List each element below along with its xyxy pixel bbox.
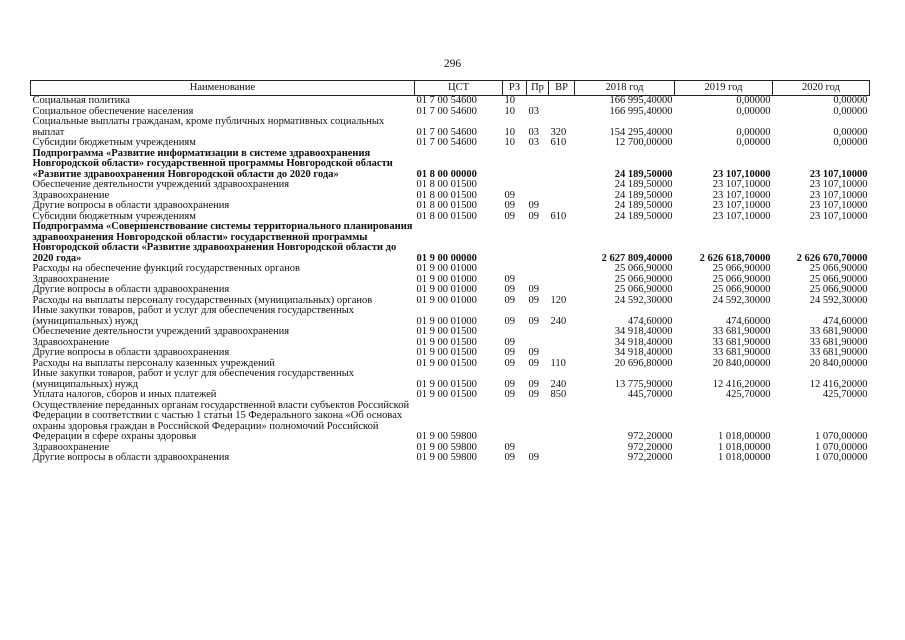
row-2018: 445,70000: [627, 389, 673, 400]
row-rz: 09: [504, 441, 515, 453]
row-vr: [549, 180, 575, 191]
header-2019: 2019 год: [675, 81, 773, 96]
row-2019: 0,00000: [736, 137, 771, 148]
row-cst: 01 9 00 01000: [416, 294, 477, 306]
row-name: Подпрограмма «Развитие информатизации в системе здравоохранения Новгородской области» государственной программы Новгородской области «Развитие здравоохранения Новгородской области до 2020 года»: [32, 147, 393, 180]
row-vr: [549, 348, 575, 359]
row-vr: [549, 107, 575, 118]
row-2020: 1 070,00000: [815, 441, 868, 453]
row-cst: 01 7 00 54600: [416, 105, 477, 117]
row-vr: 110: [550, 357, 566, 369]
row-2018: 166 995,40000: [609, 105, 673, 117]
row-2018: 25 066,90000: [614, 284, 673, 295]
row-2019: 23 107,10000: [712, 210, 771, 222]
row-pr: 03: [528, 126, 539, 138]
table-body: [31, 96, 870, 464]
row-vr: [549, 401, 575, 443]
row-2020: 0,00000: [833, 95, 868, 106]
row-cst: 01 9 00 01000: [416, 263, 477, 274]
row-pr: 09: [528, 200, 539, 211]
row-cst: 01 9 00 00000: [416, 252, 477, 264]
row-2019: 0,00000: [736, 95, 771, 106]
row-cst: 01 9 00 59800: [416, 452, 477, 463]
row-pr: 09: [528, 315, 539, 327]
row-cst: 01 9 00 01500: [416, 357, 477, 369]
row-2019: 2 626 618,70000: [699, 252, 771, 264]
row-name: Расходы на выплаты персоналу казенных учреждений: [32, 357, 275, 369]
row-cst: 01 8 00 01500: [416, 189, 477, 201]
row-2020: 1 070,00000: [815, 431, 868, 442]
row-2020: 12 416,20000: [809, 378, 868, 390]
row-pr: [527, 96, 549, 107]
row-2019: 23 107,10000: [712, 179, 771, 190]
table-row: [31, 180, 870, 191]
row-rz: 10: [504, 105, 515, 117]
row-2020: 425,70000: [822, 389, 868, 400]
row-name: Субсидии бюджетным учреждениям: [32, 210, 196, 222]
row-name: Субсидии бюджетным учреждениям: [32, 137, 196, 148]
row-2019: 33 681,90000: [712, 336, 771, 348]
row-rz: 09: [504, 294, 515, 306]
row-2020: 23 107,10000: [809, 200, 868, 211]
row-2019: 12 416,20000: [712, 378, 771, 390]
row-name: Здравоохранение: [32, 441, 110, 453]
header-pr: Пр: [527, 81, 549, 96]
row-2019: 24 592,30000: [712, 294, 771, 306]
row-name: Здравоохранение: [32, 336, 110, 348]
row-cst: 01 9 00 01000: [416, 315, 477, 327]
row-name: Здравоохранение: [32, 273, 110, 285]
row-rz: 09: [504, 315, 515, 327]
row-pr: [527, 180, 549, 191]
row-2020: 20 840,00000: [809, 357, 868, 369]
row-vr: [549, 453, 575, 464]
row-cst: 01 8 00 01500: [416, 179, 477, 190]
row-vr: 610: [550, 210, 567, 222]
row-rz: 09: [504, 347, 515, 358]
row-rz: 09: [504, 210, 515, 222]
row-vr: 120: [550, 294, 567, 306]
row-2018: 972,20000: [627, 452, 673, 463]
row-2019: 23 107,10000: [712, 200, 771, 211]
row-2019: 23 107,10000: [712, 189, 771, 201]
row-vr: [549, 96, 575, 107]
row-rz: 09: [504, 389, 515, 400]
row-2019: 33 681,90000: [712, 347, 771, 358]
row-2019: 425,70000: [725, 389, 771, 400]
row-2018: 34 918,40000: [614, 336, 673, 348]
row-2019: 1 018,00000: [718, 452, 771, 463]
table-row: [31, 222, 870, 264]
row-2018: 154 295,40000: [609, 126, 673, 138]
row-rz: 09: [504, 452, 515, 463]
row-rz: 09: [504, 189, 515, 201]
row-cst: 01 7 00 54600: [416, 95, 477, 106]
row-cst: 01 9 00 01500: [416, 347, 477, 358]
row-rz: 10: [504, 126, 515, 138]
table-row: [31, 453, 870, 464]
table-row: [31, 117, 870, 138]
row-2020: 33 681,90000: [809, 347, 868, 358]
row-rz: [503, 327, 527, 338]
row-cst: 01 7 00 54600: [416, 126, 477, 138]
row-name: Здравоохранение: [32, 189, 110, 201]
row-cst: 01 8 00 00000: [416, 168, 477, 180]
header-rz: РЗ: [503, 81, 527, 96]
row-vr: [549, 264, 575, 275]
row-2019: 25 066,90000: [712, 263, 771, 274]
row-2019: 0,00000: [736, 105, 771, 117]
row-cst: 01 8 00 01500: [416, 210, 477, 222]
row-2020: 1 070,00000: [815, 452, 868, 463]
row-2019: 1 018,00000: [718, 431, 771, 442]
row-2019: 23 107,10000: [712, 168, 771, 180]
row-cst: 01 9 00 01500: [416, 378, 477, 390]
row-rz: 09: [504, 336, 515, 348]
row-pr: 09: [528, 284, 539, 295]
row-2018: 972,20000: [627, 441, 673, 453]
row-2018: 24 592,30000: [614, 294, 673, 306]
row-name: Подпрограмма «Совершенствование системы территориального планирования здравоохранения Новгородской области» государственной программы Новгородской области «Развитие здравоохранения Новгородской области до 2020 года»: [32, 221, 413, 264]
budget-table: [30, 80, 870, 464]
row-cst: 01 9 00 59800: [416, 431, 477, 442]
row-2020: 25 066,90000: [809, 273, 868, 285]
row-cst: 01 9 00 01000: [416, 284, 477, 295]
row-vr: 850: [550, 389, 567, 400]
row-vr: [549, 443, 575, 454]
row-2018: 34 918,40000: [614, 347, 673, 358]
row-pr: [527, 222, 549, 264]
row-2019: 20 840,00000: [712, 357, 771, 369]
row-name: Другие вопросы в области здравоохранения: [32, 200, 230, 211]
row-pr: [527, 264, 549, 275]
row-2020: 23 107,10000: [809, 179, 868, 190]
row-pr: 09: [528, 210, 539, 222]
row-name: Расходы на обеспечение функций государственных органов: [32, 263, 300, 274]
row-2020: 2 626 670,70000: [796, 252, 868, 264]
row-2019: 25 066,90000: [712, 273, 771, 285]
row-name: Иные закупки товаров, работ и услуг для обеспечения государственных (муниципальных) нужд: [32, 305, 355, 327]
row-name: Социальные выплаты гражданам, кроме публичных нормативных социальных выплат: [32, 116, 385, 138]
row-vr: [549, 327, 575, 338]
row-name: Уплата налогов, сборов и иных платежей: [32, 389, 217, 400]
row-pr: 09: [528, 347, 539, 358]
row-2019: 1 018,00000: [718, 441, 771, 453]
row-pr: 09: [528, 452, 539, 463]
row-2018: 24 189,50000: [614, 210, 673, 222]
row-2019: 474,60000: [725, 315, 771, 327]
row-pr: 03: [528, 105, 539, 117]
row-name: Другие вопросы в области здравоохранения: [32, 347, 230, 358]
row-2020: 23 107,10000: [809, 189, 868, 201]
row-2019: 25 066,90000: [712, 284, 771, 295]
table-row: [31, 201, 870, 212]
row-rz: 09: [504, 357, 515, 369]
row-name: Осуществление переданных органам государственной власти субъектов Российской Федерации в соответствии с частью 1 статьи 15 Федерального закона «Об основах охраны здоровья граждан в Российской Федерации» полномочий Российской Федерации в сфере охраны здоровья: [32, 399, 410, 442]
row-2019: 33 681,90000: [712, 326, 771, 337]
row-pr: 09: [528, 294, 539, 306]
row-vr: [549, 275, 575, 286]
row-2018: 25 066,90000: [614, 263, 673, 274]
row-cst: 01 9 00 59800: [416, 441, 477, 453]
row-name: Обеспечение деятельности учреждений здравоохранения: [32, 326, 290, 337]
row-vr: 320: [550, 126, 567, 138]
row-2018: 972,20000: [627, 431, 673, 442]
row-vr: [549, 222, 575, 264]
row-rz: [503, 180, 527, 191]
row-name: Иные закупки товаров, работ и услуг для обеспечения государственных (муниципальных) нужд: [32, 368, 355, 390]
table-row: [31, 306, 870, 327]
row-rz: 10: [504, 95, 515, 106]
row-vr: [549, 285, 575, 296]
header-cst: ЦСТ: [415, 81, 503, 96]
header-name: Наименование: [31, 81, 415, 96]
row-rz: 10: [504, 137, 515, 148]
table-row: [31, 138, 870, 149]
row-2020: 23 107,10000: [809, 168, 868, 180]
row-name: Социальная политика: [32, 95, 130, 106]
row-vr: 610: [550, 137, 567, 148]
row-2020: 474,60000: [822, 315, 868, 327]
row-rz: 09: [504, 273, 515, 285]
row-cst: 01 7 00 54600: [416, 137, 477, 148]
row-2020: 33 681,90000: [809, 336, 868, 348]
row-cst: 01 8 00 01500: [416, 200, 477, 211]
header-2018: 2018 год: [575, 81, 675, 96]
row-vr: [549, 149, 575, 181]
table-row: [31, 390, 870, 401]
table-row: [31, 149, 870, 181]
row-pr: 03: [528, 137, 539, 148]
row-rz: [503, 401, 527, 443]
page-number: 296: [443, 58, 462, 70]
row-2018: 166 995,40000: [609, 95, 673, 106]
row-pr: 09: [528, 378, 539, 390]
row-2018: 24 189,50000: [614, 168, 673, 180]
row-name: Социальное обеспечение населения: [32, 105, 194, 117]
row-pr: 09: [528, 389, 539, 400]
row-vr: 240: [550, 378, 567, 390]
row-2020: 0,00000: [833, 137, 868, 148]
row-cst: 01 9 00 01500: [416, 336, 477, 348]
row-2018: 34 918,40000: [614, 326, 673, 337]
row-rz: 09: [504, 378, 515, 390]
table-row: [31, 327, 870, 338]
row-2018: 24 189,50000: [614, 200, 673, 211]
row-2018: 24 189,50000: [614, 189, 673, 201]
row-2020: 0,00000: [833, 126, 868, 138]
row-vr: 240: [550, 315, 567, 327]
row-2018: 20 696,80000: [614, 357, 673, 369]
row-pr: [527, 401, 549, 443]
row-2018: 2 627 809,40000: [601, 252, 673, 264]
row-cst: 01 9 00 01500: [416, 389, 477, 400]
header-vr: ВР: [549, 81, 575, 96]
table-row: [31, 285, 870, 296]
row-rz: 09: [504, 284, 515, 295]
row-2020: 0,00000: [833, 105, 868, 117]
row-2018: 24 189,50000: [614, 179, 673, 190]
row-cst: 01 9 00 01500: [416, 326, 477, 337]
row-rz: [503, 149, 527, 181]
table-header-row: [31, 81, 870, 96]
table-row: [31, 96, 870, 107]
header-2020: 2020 год: [773, 81, 870, 96]
row-rz: 09: [504, 200, 515, 211]
row-2020: 23 107,10000: [809, 210, 868, 222]
row-pr: 09: [528, 357, 539, 369]
table-row: [31, 348, 870, 359]
row-name: Обеспечение деятельности учреждений здравоохранения: [32, 179, 290, 190]
row-2018: 25 066,90000: [614, 273, 673, 285]
row-vr: [549, 191, 575, 202]
table-row: [31, 401, 870, 443]
row-vr: [549, 338, 575, 349]
row-cst: 01 9 00 01000: [416, 273, 477, 285]
row-vr: [549, 201, 575, 212]
row-2018: 474,60000: [627, 315, 673, 327]
row-name: Другие вопросы в области здравоохранения: [32, 452, 230, 463]
row-2020: 25 066,90000: [809, 284, 868, 295]
row-2020: 25 066,90000: [809, 263, 868, 274]
row-pr: [527, 327, 549, 338]
table-row: [31, 264, 870, 275]
row-name: Расходы на выплаты персоналу государственных (муниципальных) органов: [32, 294, 373, 306]
row-rz: [503, 222, 527, 264]
row-pr: [527, 149, 549, 181]
row-2018: 13 775,90000: [614, 378, 673, 390]
table-row: [31, 369, 870, 390]
row-2019: 0,00000: [736, 126, 771, 138]
row-2020: 24 592,30000: [809, 294, 868, 306]
row-rz: [503, 264, 527, 275]
row-2018: 12 700,00000: [614, 137, 673, 148]
row-2020: 33 681,90000: [809, 326, 868, 337]
row-name: Другие вопросы в области здравоохранения: [32, 284, 230, 295]
